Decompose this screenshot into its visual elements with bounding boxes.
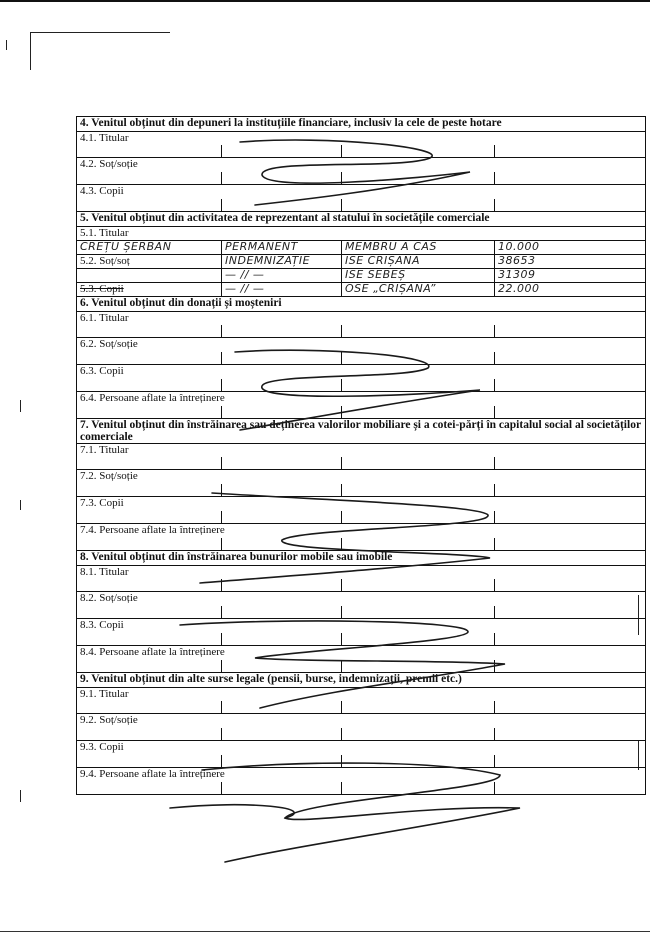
income-declaration-table bbox=[76, 116, 646, 795]
row-label: 6.2. Soț/soție bbox=[77, 338, 646, 353]
section-8-title: 8. Venitul obținut din înstrăinarea bunurilor mobile sau imobile bbox=[77, 551, 646, 566]
section-4-title: 4. Venitul obținut din depuneri la instituțiile financiare, inclusiv la cele de peste hotare bbox=[77, 117, 646, 132]
row-label: 6.4. Persoane aflate la întreținere bbox=[77, 392, 646, 407]
entry-row bbox=[77, 241, 646, 255]
row-label: 7.2. Soț/soție bbox=[77, 470, 646, 485]
margin-mark bbox=[6, 40, 7, 50]
entry-source: INDEMNIZAȚIE bbox=[222, 255, 342, 269]
row-label: 4.1. Titular bbox=[77, 132, 646, 146]
row-label: 4.3. Copii bbox=[77, 185, 646, 200]
entry-service: MEMBRU A CAS bbox=[342, 241, 495, 255]
entry-source: — // — bbox=[222, 269, 342, 283]
section-9-title: 9. Venitul obținut din alte surse legale (pensii, burse, indemnizații, premii etc.) bbox=[77, 673, 646, 688]
row-label: 7.4. Persoane aflate la întreținere bbox=[77, 524, 646, 539]
row-label: 8.3. Copii bbox=[77, 619, 646, 634]
margin-mark bbox=[20, 400, 21, 412]
row-label: 8.2. Soț/soție bbox=[77, 592, 646, 607]
row-label: 9.2. Soț/soție bbox=[77, 714, 646, 729]
row-label: 6.3. Copii bbox=[77, 365, 646, 380]
corner-mark bbox=[30, 32, 31, 70]
margin-mark bbox=[20, 790, 21, 802]
entry-income: 31309 bbox=[495, 269, 646, 283]
row-label: 4.2. Soț/soție bbox=[77, 158, 646, 173]
section-6-title: 6. Venitul obținut din donații și moșteniri bbox=[77, 297, 646, 312]
entry-row bbox=[77, 269, 646, 283]
row-label: 9.3. Copii bbox=[77, 741, 646, 756]
row-label: 8.1. Titular bbox=[77, 566, 646, 580]
entry-income: 22.000 bbox=[495, 283, 646, 297]
entry-service: OSE „CRIȘANA” bbox=[342, 283, 495, 297]
entry-beneficiary: CREȚU ȘERBAN bbox=[77, 241, 222, 255]
page-top-border bbox=[0, 0, 650, 2]
row-label: 9.1. Titular bbox=[77, 688, 646, 702]
margin-mark bbox=[20, 500, 21, 510]
row-label: 9.4. Persoane aflate la întreținere bbox=[77, 768, 646, 783]
corner-mark-h bbox=[30, 32, 170, 33]
entry-service: ISE SEBEȘ bbox=[342, 269, 495, 283]
row-label: 7.1. Titular bbox=[77, 444, 646, 458]
row-label: 8.4. Persoane aflate la întreținere bbox=[77, 646, 646, 661]
entry-income: 10.000 bbox=[495, 241, 646, 255]
entry-income: 38653 bbox=[495, 255, 646, 269]
row-label: 5.1. Titular bbox=[77, 227, 646, 241]
entry-row bbox=[77, 255, 646, 269]
entry-service: ISE CRIȘANA bbox=[342, 255, 495, 269]
row-label: 5.3. Copii bbox=[77, 283, 222, 297]
entry-source: PERMANENT bbox=[222, 241, 342, 255]
section-5-title: 5. Venitul obținut din activitatea de reprezentant al statului în societățile comerciale bbox=[77, 212, 646, 227]
row-label: 7.3. Copii bbox=[77, 497, 646, 512]
page-bottom-border bbox=[0, 931, 650, 932]
section-7-title: 7. Venitul obținut din înstrăinarea sau deținerea valorilor mobiliare și a cotei-părți în capitalul social al societăților comerciale bbox=[77, 419, 646, 444]
row-label: 6.1. Titular bbox=[77, 312, 646, 326]
scribble-extra bbox=[170, 805, 294, 818]
row-label: 5.2. Soț/soț bbox=[77, 255, 222, 269]
entry-source: — // — bbox=[222, 283, 342, 297]
entry-row bbox=[77, 283, 646, 297]
